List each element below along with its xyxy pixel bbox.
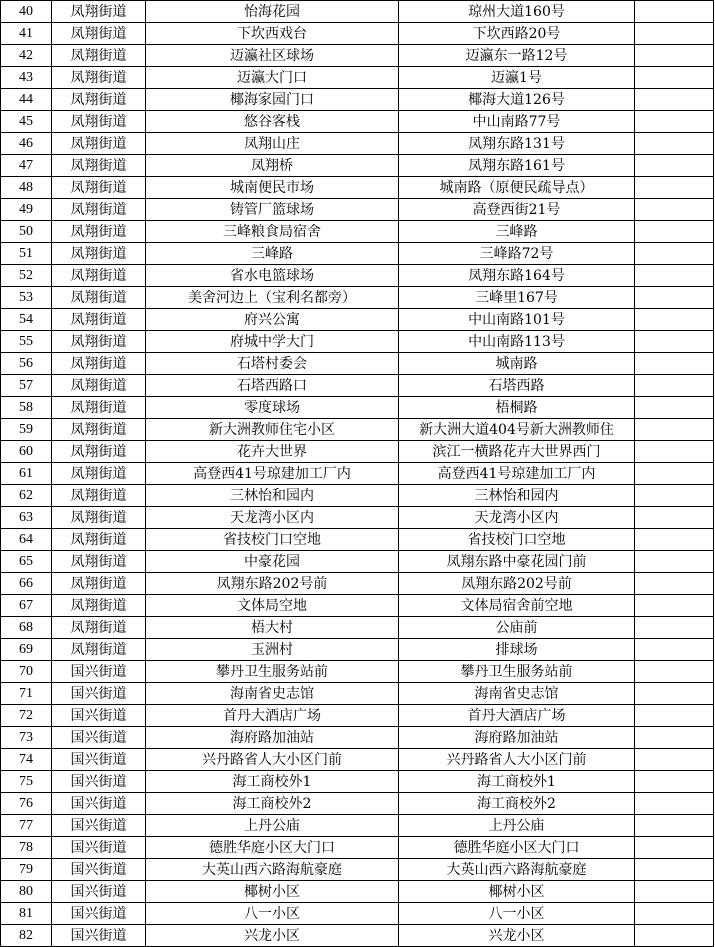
site-name-cell: 铸管厂篮球场 [146, 199, 399, 221]
empty-cell [635, 133, 714, 155]
address-cell: 海府路加油站 [399, 727, 635, 749]
empty-cell [635, 23, 714, 45]
row-number-cell: 48 [1, 177, 52, 199]
row-number-cell: 55 [1, 331, 52, 353]
table-row [1, 331, 714, 353]
address-cell: 三林怡和园内 [399, 485, 635, 507]
empty-cell [635, 815, 714, 837]
street-cell: 国兴街道 [52, 683, 146, 705]
site-name-cell: 花卉大世界 [146, 441, 399, 463]
empty-cell [635, 661, 714, 683]
address-cell: 椰树小区 [399, 881, 635, 903]
table-row [1, 507, 714, 529]
address-cell: 新大洲大道404号新大洲教师住 [399, 419, 635, 441]
street-cell: 凤翔街道 [52, 529, 146, 551]
empty-cell [635, 859, 714, 881]
address-cell: 高登西41号琼建加工厂内 [399, 463, 635, 485]
site-name-cell: 攀丹卫生服务站前 [146, 661, 399, 683]
row-number-cell: 73 [1, 727, 52, 749]
row-number-cell: 58 [1, 397, 52, 419]
empty-cell [635, 573, 714, 595]
empty-cell [635, 771, 714, 793]
address-cell: 下坎西路20号 [399, 23, 635, 45]
row-number-cell: 40 [1, 1, 52, 23]
table-row [1, 133, 714, 155]
row-number-cell: 42 [1, 45, 52, 67]
site-name-cell: 新大洲教师住宅小区 [146, 419, 399, 441]
address-cell: 八一小区 [399, 903, 635, 925]
address-cell: 大英山西六路海航豪庭 [399, 859, 635, 881]
street-cell: 凤翔街道 [52, 485, 146, 507]
address-cell: 凤翔东路131号 [399, 133, 635, 155]
empty-cell [635, 199, 714, 221]
table-row [1, 397, 714, 419]
table-row [1, 441, 714, 463]
empty-cell [635, 353, 714, 375]
empty-cell [635, 177, 714, 199]
site-name-cell: 海南省史志馆 [146, 683, 399, 705]
table-row [1, 771, 714, 793]
address-cell: 迈瀛1号 [399, 67, 635, 89]
street-cell: 凤翔街道 [52, 23, 146, 45]
row-number-cell: 49 [1, 199, 52, 221]
site-name-cell: 椰树小区 [146, 881, 399, 903]
street-cell: 凤翔街道 [52, 419, 146, 441]
address-cell: 琼州大道160号 [399, 1, 635, 23]
street-cell: 凤翔街道 [52, 133, 146, 155]
row-number-cell: 52 [1, 265, 52, 287]
row-number-cell: 82 [1, 925, 52, 947]
site-name-cell: 三峰路 [146, 243, 399, 265]
site-name-cell: 石塔村委会 [146, 353, 399, 375]
table-row [1, 815, 714, 837]
empty-cell [635, 243, 714, 265]
street-cell: 国兴街道 [52, 859, 146, 881]
site-name-cell: 大英山西六路海航豪庭 [146, 859, 399, 881]
street-cell: 凤翔街道 [52, 155, 146, 177]
address-cell: 滨江一横路花卉大世界西门 [399, 441, 635, 463]
site-name-cell: 府城中学大门 [146, 331, 399, 353]
empty-cell [635, 881, 714, 903]
street-cell: 凤翔街道 [52, 639, 146, 661]
site-name-cell: 三峰粮食局宿舍 [146, 221, 399, 243]
row-number-cell: 79 [1, 859, 52, 881]
empty-cell [635, 441, 714, 463]
row-number-cell: 47 [1, 155, 52, 177]
empty-cell [635, 221, 714, 243]
row-number-cell: 50 [1, 221, 52, 243]
table-row [1, 111, 714, 133]
address-cell: 城南路 [399, 353, 635, 375]
address-cell: 公庙前 [399, 617, 635, 639]
address-cell: 迈瀛东一路12号 [399, 45, 635, 67]
table-row [1, 221, 714, 243]
empty-cell [635, 331, 714, 353]
row-number-cell: 56 [1, 353, 52, 375]
address-cell: 石塔西路 [399, 375, 635, 397]
table-row [1, 419, 714, 441]
street-cell: 凤翔街道 [52, 67, 146, 89]
row-number-cell: 57 [1, 375, 52, 397]
street-cell: 国兴街道 [52, 705, 146, 727]
row-number-cell: 75 [1, 771, 52, 793]
empty-cell [635, 793, 714, 815]
row-number-cell: 70 [1, 661, 52, 683]
empty-cell [635, 463, 714, 485]
table-row [1, 353, 714, 375]
site-name-cell: 玉洲村 [146, 639, 399, 661]
empty-cell [635, 683, 714, 705]
address-cell: 攀丹卫生服务站前 [399, 661, 635, 683]
row-number-cell: 76 [1, 793, 52, 815]
street-cell: 国兴街道 [52, 727, 146, 749]
row-number-cell: 64 [1, 529, 52, 551]
street-cell: 凤翔街道 [52, 199, 146, 221]
empty-cell [635, 309, 714, 331]
address-cell: 中山南路101号 [399, 309, 635, 331]
empty-cell [635, 419, 714, 441]
empty-cell [635, 705, 714, 727]
table-row [1, 925, 714, 947]
site-name-cell: 府兴公寓 [146, 309, 399, 331]
row-number-cell: 74 [1, 749, 52, 771]
site-name-cell: 高登西41号琼建加工厂内 [146, 463, 399, 485]
site-name-cell: 迈瀛社区球场 [146, 45, 399, 67]
street-cell: 凤翔街道 [52, 287, 146, 309]
empty-cell [635, 89, 714, 111]
street-cell: 国兴街道 [52, 837, 146, 859]
table-row [1, 375, 714, 397]
street-cell: 凤翔街道 [52, 441, 146, 463]
row-number-cell: 46 [1, 133, 52, 155]
address-cell: 海南省史志馆 [399, 683, 635, 705]
street-cell: 凤翔街道 [52, 221, 146, 243]
row-number-cell: 61 [1, 463, 52, 485]
site-name-cell: 凤翔桥 [146, 155, 399, 177]
row-number-cell: 51 [1, 243, 52, 265]
site-name-cell: 海府路加油站 [146, 727, 399, 749]
empty-cell [635, 837, 714, 859]
row-number-cell: 69 [1, 639, 52, 661]
table-row [1, 243, 714, 265]
site-name-cell: 石塔西路口 [146, 375, 399, 397]
site-name-cell: 兴龙小区 [146, 925, 399, 947]
site-name-cell: 中豪花园 [146, 551, 399, 573]
street-cell: 凤翔街道 [52, 397, 146, 419]
street-cell: 国兴街道 [52, 749, 146, 771]
table-row [1, 23, 714, 45]
row-number-cell: 65 [1, 551, 52, 573]
table-body [1, 1, 714, 947]
table-row [1, 617, 714, 639]
empty-cell [635, 639, 714, 661]
table-row [1, 837, 714, 859]
street-cell: 凤翔街道 [52, 573, 146, 595]
address-cell: 文体局宿舍前空地 [399, 595, 635, 617]
address-cell: 德胜华庭小区大门口 [399, 837, 635, 859]
address-cell: 海工商校外2 [399, 793, 635, 815]
address-cell: 中山南路77号 [399, 111, 635, 133]
table-row [1, 881, 714, 903]
row-number-cell: 66 [1, 573, 52, 595]
address-cell: 凤翔东路161号 [399, 155, 635, 177]
address-cell: 城南路（原便民疏导点） [399, 177, 635, 199]
row-number-cell: 44 [1, 89, 52, 111]
empty-cell [635, 507, 714, 529]
empty-cell [635, 485, 714, 507]
address-cell: 海工商校外1 [399, 771, 635, 793]
street-cell: 凤翔街道 [52, 111, 146, 133]
empty-cell [635, 529, 714, 551]
address-cell: 排球场 [399, 639, 635, 661]
empty-cell [635, 749, 714, 771]
address-cell: 天龙湾小区内 [399, 507, 635, 529]
address-cell: 凤翔东路202号前 [399, 573, 635, 595]
table-row [1, 595, 714, 617]
table-row [1, 661, 714, 683]
table-row [1, 45, 714, 67]
site-name-cell: 三林怡和园内 [146, 485, 399, 507]
site-name-cell: 文体局空地 [146, 595, 399, 617]
row-number-cell: 78 [1, 837, 52, 859]
table-row [1, 551, 714, 573]
row-number-cell: 80 [1, 881, 52, 903]
table-row [1, 793, 714, 815]
table-row [1, 859, 714, 881]
table-row [1, 749, 714, 771]
row-number-cell: 41 [1, 23, 52, 45]
site-name-cell: 梧大村 [146, 617, 399, 639]
row-number-cell: 63 [1, 507, 52, 529]
site-name-cell: 德胜华庭小区大门口 [146, 837, 399, 859]
address-cell: 凤翔东路164号 [399, 265, 635, 287]
row-number-cell: 43 [1, 67, 52, 89]
empty-cell [635, 1, 714, 23]
site-name-cell: 美舍河边上（宝利名都旁） [146, 287, 399, 309]
empty-cell [635, 67, 714, 89]
empty-cell [635, 617, 714, 639]
address-cell: 首丹大酒店广场 [399, 705, 635, 727]
street-cell: 国兴街道 [52, 771, 146, 793]
address-cell: 省技校门口空地 [399, 529, 635, 551]
street-cell: 国兴街道 [52, 815, 146, 837]
table-row [1, 89, 714, 111]
address-cell: 兴丹路省人大小区门前 [399, 749, 635, 771]
row-number-cell: 68 [1, 617, 52, 639]
site-name-cell: 椰海家园门口 [146, 89, 399, 111]
street-cell: 凤翔街道 [52, 463, 146, 485]
table-row [1, 485, 714, 507]
site-name-cell: 天龙湾小区内 [146, 507, 399, 529]
site-name-cell: 零度球场 [146, 397, 399, 419]
site-name-cell: 迈瀛大门口 [146, 67, 399, 89]
empty-cell [635, 287, 714, 309]
address-cell: 椰海大道126号 [399, 89, 635, 111]
address-cell: 高登西街21号 [399, 199, 635, 221]
empty-cell [635, 727, 714, 749]
street-cell: 国兴街道 [52, 881, 146, 903]
street-cell: 凤翔街道 [52, 353, 146, 375]
street-cell: 凤翔街道 [52, 45, 146, 67]
row-number-cell: 54 [1, 309, 52, 331]
street-cell: 凤翔街道 [52, 617, 146, 639]
street-cell: 国兴街道 [52, 925, 146, 947]
site-name-cell: 省技校门口空地 [146, 529, 399, 551]
address-cell: 梧桐路 [399, 397, 635, 419]
empty-cell [635, 155, 714, 177]
table-row [1, 727, 714, 749]
street-cell: 凤翔街道 [52, 551, 146, 573]
site-name-cell: 八一小区 [146, 903, 399, 925]
empty-cell [635, 397, 714, 419]
site-name-cell: 下坎西戏台 [146, 23, 399, 45]
address-cell: 兴龙小区 [399, 925, 635, 947]
street-cell: 国兴街道 [52, 793, 146, 815]
table-row [1, 265, 714, 287]
row-number-cell: 77 [1, 815, 52, 837]
address-cell: 三峰路72号 [399, 243, 635, 265]
row-number-cell: 45 [1, 111, 52, 133]
empty-cell [635, 595, 714, 617]
street-cell: 凤翔街道 [52, 507, 146, 529]
table-row [1, 309, 714, 331]
site-name-cell: 上丹公庙 [146, 815, 399, 837]
address-cell: 三峰路 [399, 221, 635, 243]
street-cell: 凤翔街道 [52, 331, 146, 353]
address-cell: 中山南路113号 [399, 331, 635, 353]
row-number-cell: 72 [1, 705, 52, 727]
row-number-cell: 53 [1, 287, 52, 309]
site-name-cell: 悠谷客栈 [146, 111, 399, 133]
site-name-cell: 首丹大酒店广场 [146, 705, 399, 727]
site-name-cell: 海工商校外2 [146, 793, 399, 815]
table-row [1, 199, 714, 221]
empty-cell [635, 375, 714, 397]
row-number-cell: 62 [1, 485, 52, 507]
table-row [1, 639, 714, 661]
empty-cell [635, 265, 714, 287]
street-cell: 凤翔街道 [52, 177, 146, 199]
site-name-cell: 海工商校外1 [146, 771, 399, 793]
site-name-cell: 省水电篮球场 [146, 265, 399, 287]
address-cell: 三峰里167号 [399, 287, 635, 309]
table-row [1, 1, 714, 23]
table-row [1, 155, 714, 177]
street-cell: 凤翔街道 [52, 595, 146, 617]
street-cell: 国兴街道 [52, 903, 146, 925]
site-name-cell: 兴丹路省人大小区门前 [146, 749, 399, 771]
row-number-cell: 71 [1, 683, 52, 705]
street-cell: 凤翔街道 [52, 1, 146, 23]
street-cell: 凤翔街道 [52, 375, 146, 397]
table-row [1, 463, 714, 485]
table-row [1, 529, 714, 551]
street-cell: 凤翔街道 [52, 309, 146, 331]
empty-cell [635, 111, 714, 133]
row-number-cell: 60 [1, 441, 52, 463]
empty-cell [635, 45, 714, 67]
table-row [1, 903, 714, 925]
table-row [1, 573, 714, 595]
table-row [1, 683, 714, 705]
table-row [1, 177, 714, 199]
row-number-cell: 59 [1, 419, 52, 441]
site-name-cell: 凤翔东路202号前 [146, 573, 399, 595]
street-cell: 凤翔街道 [52, 243, 146, 265]
address-cell: 上丹公庙 [399, 815, 635, 837]
empty-cell [635, 551, 714, 573]
street-cell: 国兴街道 [52, 661, 146, 683]
site-name-cell: 怡海花园 [146, 1, 399, 23]
empty-cell [635, 903, 714, 925]
site-name-cell: 凤翔山庄 [146, 133, 399, 155]
street-cell: 凤翔街道 [52, 265, 146, 287]
street-cell: 凤翔街道 [52, 89, 146, 111]
empty-cell [635, 925, 714, 947]
table-row [1, 67, 714, 89]
table-row [1, 287, 714, 309]
table-row [1, 705, 714, 727]
row-number-cell: 81 [1, 903, 52, 925]
site-name-cell: 城南便民市场 [146, 177, 399, 199]
row-number-cell: 67 [1, 595, 52, 617]
address-cell: 凤翔东路中豪花园门前 [399, 551, 635, 573]
